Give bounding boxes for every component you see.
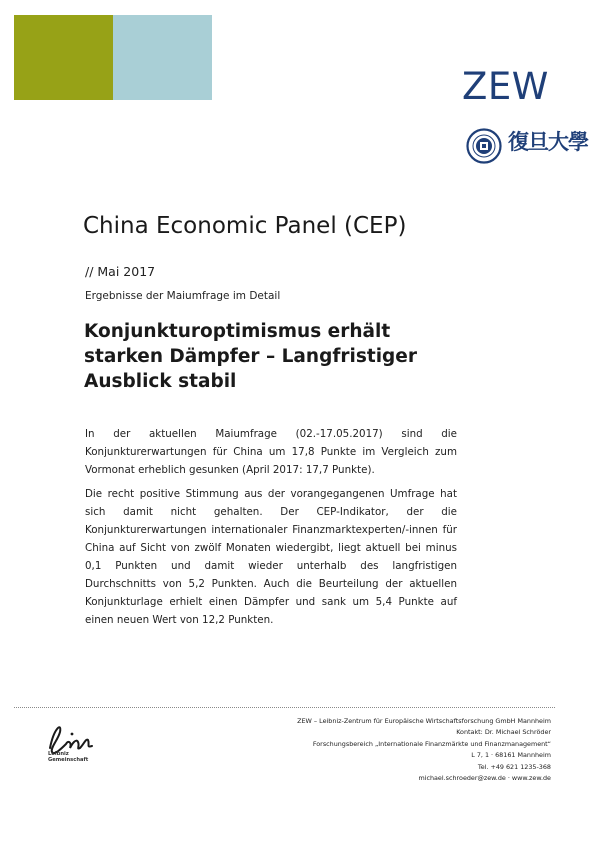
footer-department: Forschungsbereich „Internationale Finanzmärkte und Finanzmanagement“	[312, 739, 551, 748]
page-title: China Economic Panel (CEP)	[83, 213, 407, 239]
page-subtitle: Ergebnisse der Maiumfrage im Detail	[85, 290, 281, 302]
fudan-seal-icon	[466, 128, 502, 164]
footer-contact	[297, 716, 551, 784]
body-paragraph: Die recht positive Stimmung aus der vorangegangenen Umfrage hat sich damit nicht gehalten. Der CEP-Indikator, der die Konjunkturerwartungen internationaler Finanzmarktexperten/-innen für China auf Sicht von zwölf Monaten wiedergibt, liegt aktuell bei minus 0,1 Punkten und damit wieder unterhalb des langfristigen Durchschnitts von 5,2 Punkten. Auch die Beurteilung der aktuellen Konjunkturlage erhielt einen Dämpfer und sank um 5,4 Punkte auf einen neuen Wert von 12,2 Punkten.	[85, 488, 457, 626]
issue-date: // Mai 2017	[85, 264, 156, 279]
header-blue-block	[113, 15, 212, 100]
footer-divider	[14, 707, 555, 708]
footer-contact-person: Kontakt: Dr. Michael Schröder	[456, 728, 551, 737]
footer-address: L 7, 1 · 68161 Mannheim	[471, 751, 551, 760]
header-green-block	[14, 15, 113, 100]
leibniz-subtitle: Leibniz Gemeinschaft	[48, 751, 89, 763]
footer-email-web[interactable]: michael.schroeder@zew.de · www.zew.de	[418, 774, 551, 783]
body-paragraph: In der aktuellen Maiumfrage (02.-17.05.2017) sind die Konjunkturerwartungen für China um 17,8 Punkte im Vergleich zum Vormonat erheblich gesunken (April 2017: 17,7 Punkte).	[85, 428, 457, 476]
headline: Konjunkturoptimismus erhält starken Dämpfer – Langfristiger Ausblick stabil	[84, 321, 417, 392]
footer-phone: Tel. +49 621 1235-368	[477, 762, 551, 771]
zew-logo[interactable]: ZEW	[462, 65, 549, 108]
footer-institution: ZEW – Leibniz-Zentrum für Europäische Wirtschaftsforschung GmbH Mannheim	[297, 717, 551, 725]
fudan-logo-text: 復旦大學	[508, 129, 588, 154]
